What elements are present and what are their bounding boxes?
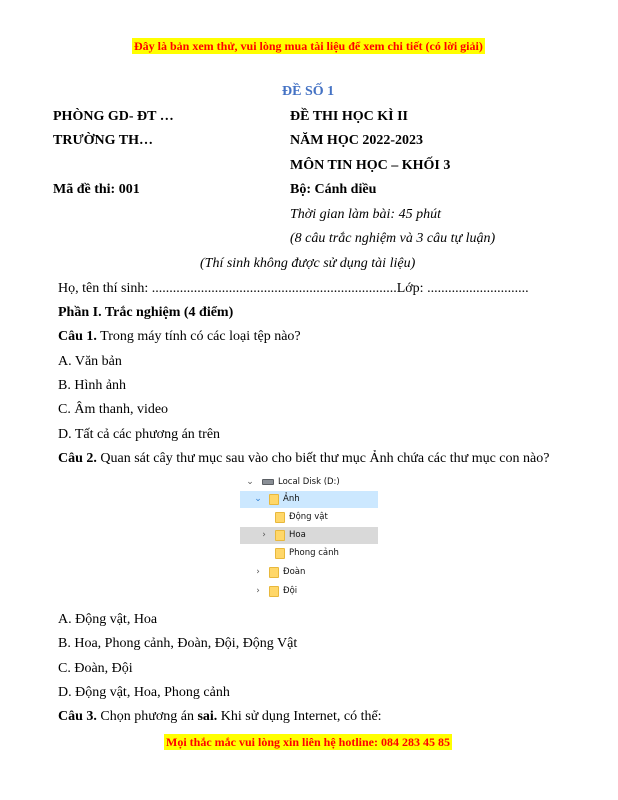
chevron-down-icon: ⌄ (254, 494, 262, 504)
school-label: TRƯỜNG TH… (53, 133, 153, 148)
drive-icon (262, 479, 274, 485)
department-label: PHÒNG GD- ĐT … (53, 109, 174, 124)
tree-label-anh: Ảnh (283, 494, 300, 504)
tree-label-doan: Đoàn (283, 567, 306, 577)
question-2-text: Quan sát cây thư mục sau vào cho biết thư mục Ảnh chứa các thư mục con nào? (96, 451, 550, 466)
question-1 (58, 328, 301, 346)
folder-icon (269, 494, 279, 505)
question-3-text-after: Khi sử dụng Internet, có thể: (217, 709, 382, 724)
tree-node-anh (240, 491, 378, 508)
header-banner: Đây là bản xem thử, vui lòng mua tài liệu để xem chi tiết (có lời giải) (134, 39, 483, 53)
folder-icon (269, 586, 279, 597)
subject: MÔN TIN HỌC – KHỐI 3 (290, 158, 451, 173)
tree-node-doi (240, 583, 378, 600)
q2-option-a: A. Động vật, Hoa (58, 612, 158, 627)
tree-node-drive (240, 474, 378, 491)
student-info-line: Họ, tên thí sinh: ......................................................................Lớp: ............................. (58, 281, 529, 296)
folder-icon (275, 512, 285, 523)
q1-option-d: D. Tất cả các phương án trên (58, 427, 221, 442)
q1-option-c: C. Âm thanh, video (58, 402, 169, 417)
chevron-right-icon: › (256, 586, 260, 596)
duration: Thời gian làm bài: 45 phút (290, 207, 441, 222)
question-2 (58, 450, 549, 468)
folder-icon (275, 548, 285, 559)
question-3-label: Câu 3. (58, 709, 97, 724)
tree-label-doi: Đội (283, 586, 298, 596)
question-1-text: Trong máy tính có các loại tệp nào? (96, 329, 301, 344)
q2-option-b: B. Hoa, Phong cảnh, Đoàn, Đội, Động Vật (58, 636, 298, 651)
exam-name: ĐỀ THI HỌC KÌ II (290, 109, 408, 124)
chevron-right-icon: › (256, 567, 260, 577)
folder-tree (240, 474, 378, 602)
tree-node-dong-vat (240, 509, 378, 526)
tree-label-drive: Local Disk (D:) (278, 477, 340, 487)
tree-label-dong-vat: Động vật (289, 512, 328, 522)
footer-banner: Mọi thắc mắc vui lòng xin liên hệ hotline: 084 283 45 85 (166, 735, 451, 749)
exam-number-title: ĐỀ SỐ 1 (282, 84, 335, 99)
question-3 (58, 708, 382, 726)
school-year: NĂM HỌC 2022-2023 (290, 133, 423, 148)
question-3-emphasis: sai. (197, 709, 218, 724)
tree-label-hoa: Hoa (289, 530, 306, 540)
book-series: Bộ: Cánh diều (290, 182, 377, 197)
q2-option-c: C. Đoàn, Đội (58, 661, 133, 676)
tree-node-doan (240, 564, 378, 581)
tree-label-phong-canh: Phong cảnh (289, 548, 339, 558)
question-1-label: Câu 1. (58, 329, 97, 344)
chevron-down-icon: ⌄ (246, 477, 254, 487)
exam-note: (Thí sinh không được sử dụng tài liệu) (200, 256, 416, 271)
q2-option-d: D. Động vật, Hoa, Phong cảnh (58, 685, 230, 700)
folder-icon (275, 530, 285, 541)
tree-node-hoa (240, 527, 378, 544)
q1-option-a: A. Văn bản (58, 354, 122, 369)
tree-node-phong-canh (240, 545, 378, 562)
section-title: Phần I. Trắc nghiệm (4 điểm) (58, 305, 234, 320)
chevron-right-icon: › (262, 530, 266, 540)
q1-option-b: B. Hình ảnh (58, 378, 127, 393)
question-3-text-before: Chọn phương án (96, 709, 198, 724)
exam-structure: (8 câu trắc nghiệm và 3 câu tự luận) (290, 231, 496, 246)
folder-icon (269, 567, 279, 578)
exam-id-label: Mã đề thi: 001 (53, 182, 140, 197)
question-2-label: Câu 2. (58, 451, 97, 466)
